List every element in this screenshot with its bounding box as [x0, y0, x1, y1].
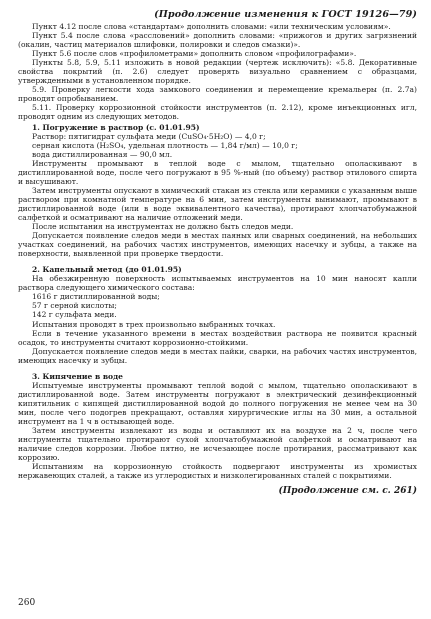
continuation-note: (Продолжение см. с. 261): [278, 486, 417, 497]
recipe-line: серная кислота (H₂SO₄, удельная плотность — 1,84 г/мл) — 10,0 г;: [32, 140, 298, 150]
paragraph: После испытания на инструментах не должно быть следов меди.: [32, 222, 294, 232]
recipe-line: Раствор: пятигидрат сульфата меди (CuSO₄·5H₂O) — 4,0 г;: [32, 131, 266, 141]
paragraph: Испытаниям на коррозионную стойкость подвергают инструменты из хромистых нержавеющих сталей, а также из углеродистых и низколегированных сталей с покрытиями.: [18, 462, 417, 481]
page-header: (Продолжение изменения к ГОСТ 19126—79): [154, 9, 417, 20]
paragraph: Допускается появление следов меди в местах пайки, сварки, на рабочих частях инструментов, имеющих насечку и зубцы.: [18, 346, 417, 365]
paragraph: Допускается появление следов меди в местах паяных или сварных соединений, на небольших участках соединений, на рабочих частях инструментов, имеющих насечку и зубцы, а также на поверхности, выявленной при проверке твердости.: [18, 231, 417, 259]
paragraph: Инструменты промывают в теплой воде с мылом, тщательно ополаскивают в дистиллированной воде, после чего погружают в 95 %-ный (по объему) раствор этилового спирта и высушивают.: [18, 158, 417, 186]
paragraph: Испытуемые инструменты промывают теплой водой с мылом, тщательно ополаскивают в дистиллированной воде. Затем инструменты погружают в электрический дезинфекционный кипятильник с кипящей дистиллированной водой до полного погружения не менее чем на 30 мин, после чего подогрев прекращают, оставляя хирургические иглы на 30 мин, а остальной инструмент на 1 ч в остывающей воде.: [18, 380, 417, 426]
recipe-line: 57 г серной кислоты;: [32, 301, 117, 311]
paragraph: Если в течение указанного времени в местах воздействия раствора не появится красный осадок, то инструменты считают коррозионно-стойкими.: [18, 328, 417, 347]
paragraph: Пункт 5.4 после слова «рассловений» дополнить словами: «прижогов и других загрязнений (окалин, частиц материалов шлифовки, полировки и следов смазки)».: [18, 31, 417, 50]
section-heading: 2. Капельный метод (до 01.01.95): [32, 265, 182, 275]
paragraph: 5.11. Проверку коррозионной стойкости инструментов (п. 2.12), кроме инъекционных игл, проводят одним из следующих методов.: [18, 103, 417, 122]
recipe-line: 142 г сульфата меди.: [32, 310, 117, 320]
section-heading: 1. Погружение в раствор (с. 01.01.95): [32, 122, 200, 132]
section-heading: 3. Кипячение в воде: [32, 371, 123, 381]
paragraph: Пункты 5.8, 5.9, 5.11 изложить в новой редакции (чертеж исключить): «5.8. Декоративные свойства покрытий (п. 2.6) следует проверять визуально сравнением с образцами, утвержденными в установленном порядке.: [18, 58, 417, 86]
paragraph: Пункт 5.6 после слов «профилометрами» дополнить словом «профилографами».: [32, 49, 357, 59]
paragraph: Пункт 4.12 после слова «стандартам» дополнить словами: «или техническим условиям».: [32, 22, 391, 31]
recipe-line: вода дистиллированная — 90,0 мл.: [32, 149, 173, 159]
paragraph: Испытания проводят в трех произвольно выбранных точках.: [32, 319, 276, 329]
paragraph: 5.9. Проверку легкости хода замкового соединения и перемещение кремальеры (п. 2.7а) проводят опробыванием.: [18, 85, 417, 104]
recipe-line: 1616 г дистиллированной воды;: [32, 292, 160, 302]
paragraph: На обезжиренную поверхность испытываемых инструментов на 10 мин наносят капли раствора следующего химического состава:: [18, 274, 417, 293]
paragraph: Затем инструменты извлекают из воды и оставляют их на воздухе на 2 ч, после чего инструменты тщательно протирают сухой хлопчатобумажной салфеткой и осматривают на наличие следов коррозии. Любое пятно, не исчезающее после протирания, рассматривают как коррозию.: [18, 426, 417, 463]
paragraph: Затем инструменты опускают в химический стакан из стекла или керамики с указанным выше раствором при комнатной температуре на 6 мин, затем инструменты вынимают, промывают в дистиллированной воде (или в воде эквивалентного качества), протирают хлопчатобумажной салфеткой и осматривают на наличие отложений меди.: [18, 185, 417, 222]
page-number: 260: [18, 598, 36, 608]
